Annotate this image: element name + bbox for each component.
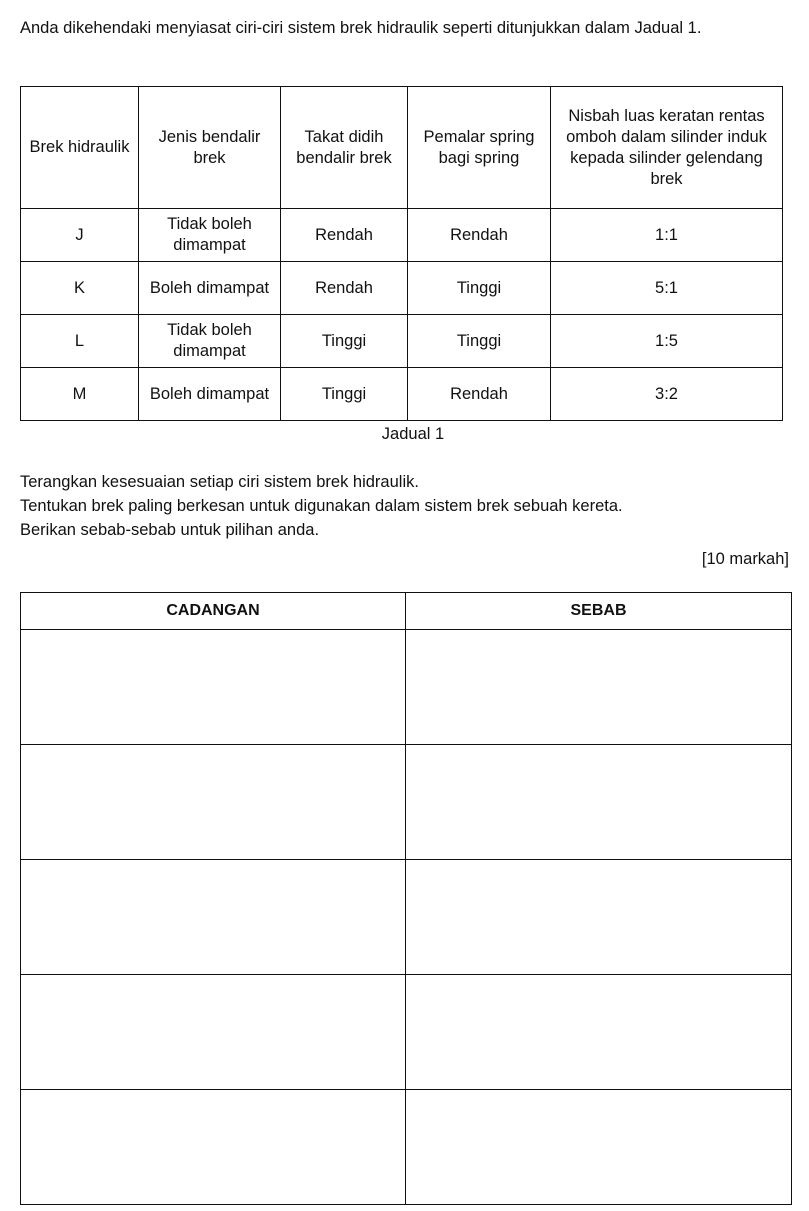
answer-row [21, 860, 792, 975]
cell-brek: K [21, 262, 139, 315]
header-takat-didih: Takat didih bendalir brek [281, 87, 408, 209]
cell-brek: J [21, 209, 139, 262]
table-row [21, 262, 783, 315]
header-brek-hidraulik: Brek hidraulik [21, 87, 139, 209]
cell-takat: Rendah [281, 209, 408, 262]
answer-table [20, 592, 792, 1205]
cadangan-answer-cell[interactable] [21, 975, 406, 1090]
cell-takat: Tinggi [281, 368, 408, 421]
sebab-answer-cell[interactable] [406, 1090, 792, 1205]
cell-pemalar: Tinggi [408, 262, 551, 315]
cell-nisbah: 1:5 [551, 315, 783, 368]
answer-row [21, 745, 792, 860]
question-line-3: Berikan sebab-sebab untuk pilihan anda. [20, 521, 320, 539]
question-line-2: Tentukan brek paling berkesan untuk digunakan dalam sistem brek sebuah kereta. [20, 497, 623, 515]
table-1-header-row [21, 87, 783, 209]
cell-jenis: Boleh dimampat [139, 262, 281, 315]
cadangan-answer-cell[interactable] [21, 630, 406, 745]
sebab-answer-cell[interactable] [406, 975, 792, 1090]
cell-pemalar: Rendah [408, 209, 551, 262]
cell-nisbah: 5:1 [551, 262, 783, 315]
sebab-answer-cell[interactable] [406, 860, 792, 975]
marks-label: [10 markah] [701, 550, 789, 568]
header-jenis-bendalir: Jenis bendalir brek [139, 87, 281, 209]
cadangan-answer-cell[interactable] [21, 745, 406, 860]
cell-takat: Tinggi [281, 315, 408, 368]
cell-brek: L [21, 315, 139, 368]
sebab-answer-cell[interactable] [406, 745, 792, 860]
cadangan-answer-cell[interactable] [21, 860, 406, 975]
cell-pemalar: Rendah [408, 368, 551, 421]
cell-nisbah: 1:1 [551, 209, 783, 262]
sebab-answer-cell[interactable] [406, 630, 792, 745]
cell-jenis: Tidak boleh dimampat [139, 315, 281, 368]
cell-nisbah: 3:2 [551, 368, 783, 421]
cell-pemalar: Tinggi [408, 315, 551, 368]
question-line-1: Terangkan kesesuaian setiap ciri sistem brek hidraulik. [20, 473, 419, 491]
answer-row [21, 630, 792, 745]
header-cadangan: CADANGAN [21, 593, 406, 630]
header-nisbah-luas: Nisbah luas keratan rentas omboh dalam silinder induk kepada silinder gelendang brek [551, 87, 783, 209]
header-pemalar-spring: Pemalar spring bagi spring [408, 87, 551, 209]
table-1-caption: Jadual 1 [381, 425, 445, 443]
question-text [20, 470, 790, 542]
cell-jenis: Boleh dimampat [139, 368, 281, 421]
table-row [21, 209, 783, 262]
answer-row [21, 1090, 792, 1205]
cell-jenis: Tidak boleh dimampat [139, 209, 281, 262]
header-sebab: SEBAB [406, 593, 792, 630]
table-row [21, 368, 783, 421]
intro-text: Anda dikehendaki menyiasat ciri-ciri sistem brek hidraulik seperti ditunjukkan dalam Jadual 1. [20, 19, 702, 37]
answer-header-row [21, 593, 792, 630]
answer-row [21, 975, 792, 1090]
table-row [21, 315, 783, 368]
cell-takat: Rendah [281, 262, 408, 315]
cell-brek: M [21, 368, 139, 421]
cadangan-answer-cell[interactable] [21, 1090, 406, 1205]
table-1 [20, 86, 783, 421]
